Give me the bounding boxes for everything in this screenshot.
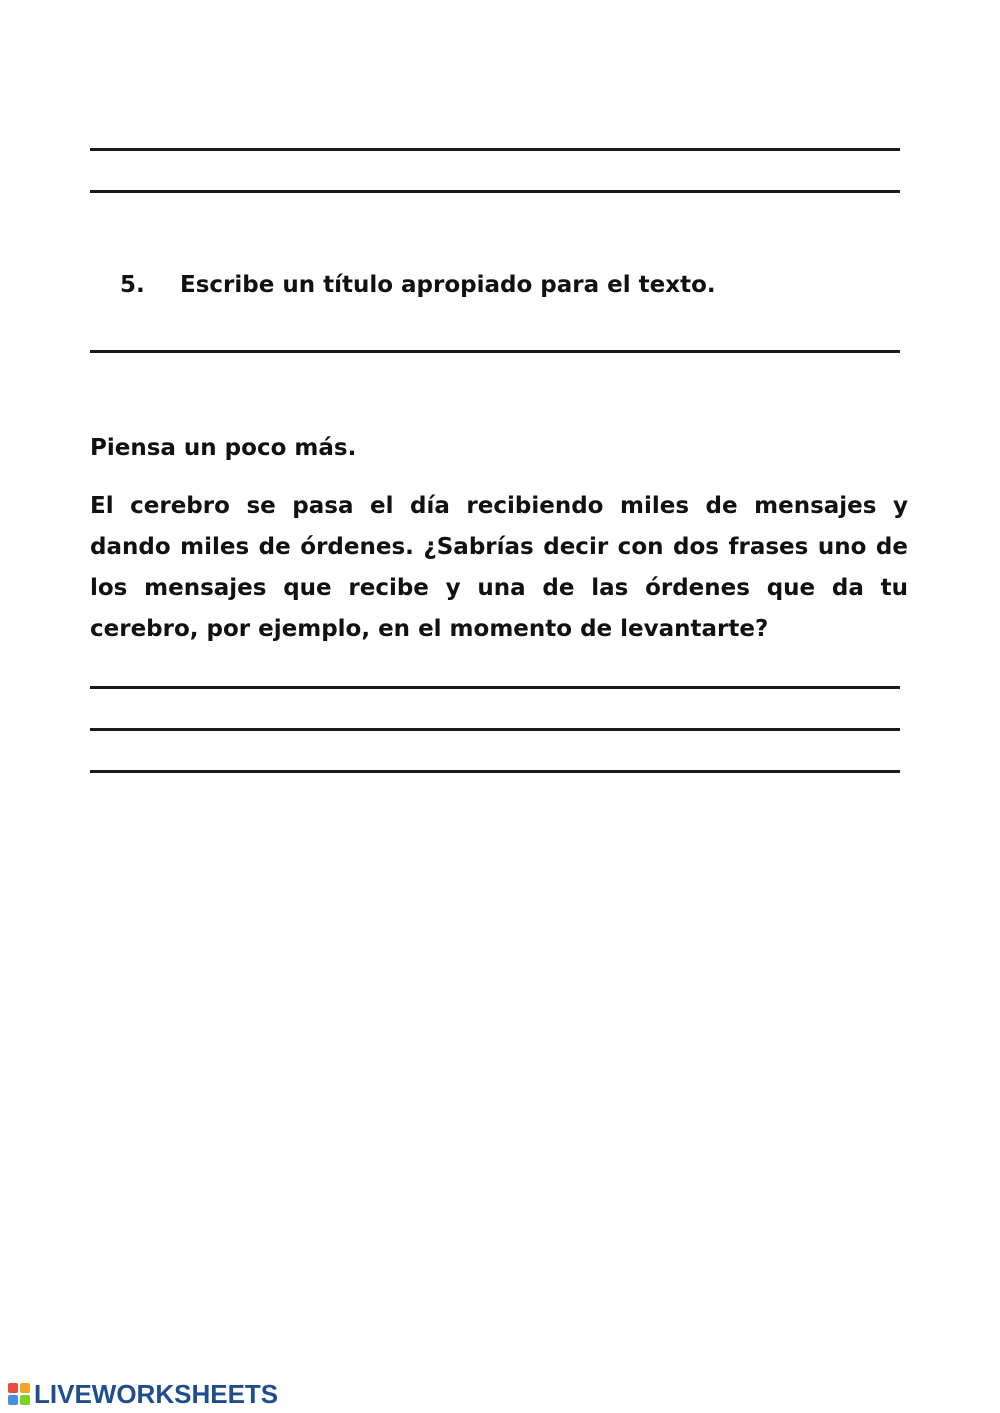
logo-square-2: [20, 1383, 30, 1393]
logo-square-3: [8, 1395, 18, 1405]
question-number: 5.: [120, 272, 145, 298]
answer-line-extra-3[interactable]: [90, 770, 900, 773]
answer-line-extra-1[interactable]: [90, 686, 900, 689]
liveworksheets-logo: [8, 1380, 278, 1408]
question-5: [120, 272, 716, 298]
question-text: Escribe un título apropiado para el texto.: [180, 272, 716, 298]
logo-square-1: [8, 1383, 18, 1393]
logo-text: LIVEWORKSHEETS: [34, 1378, 279, 1409]
answer-line-2[interactable]: [90, 190, 900, 193]
logo-square-4: [20, 1395, 30, 1405]
answer-line-extra-2[interactable]: [90, 728, 900, 731]
section-heading: Piensa un poco más.: [90, 435, 357, 461]
answer-line-question-5[interactable]: [90, 350, 900, 353]
liveworksheets-icon: [8, 1383, 30, 1405]
answer-line-1[interactable]: [90, 148, 900, 151]
prompt-paragraph: El cerebro se pasa el día recibiendo miles de mensajes y dando miles de órdenes. ¿Sabrías decir con dos frases uno de los mensajes que recibe y una de las órdenes que da tu cerebro, por ejemplo, en el momento de levantarte?: [90, 493, 908, 642]
